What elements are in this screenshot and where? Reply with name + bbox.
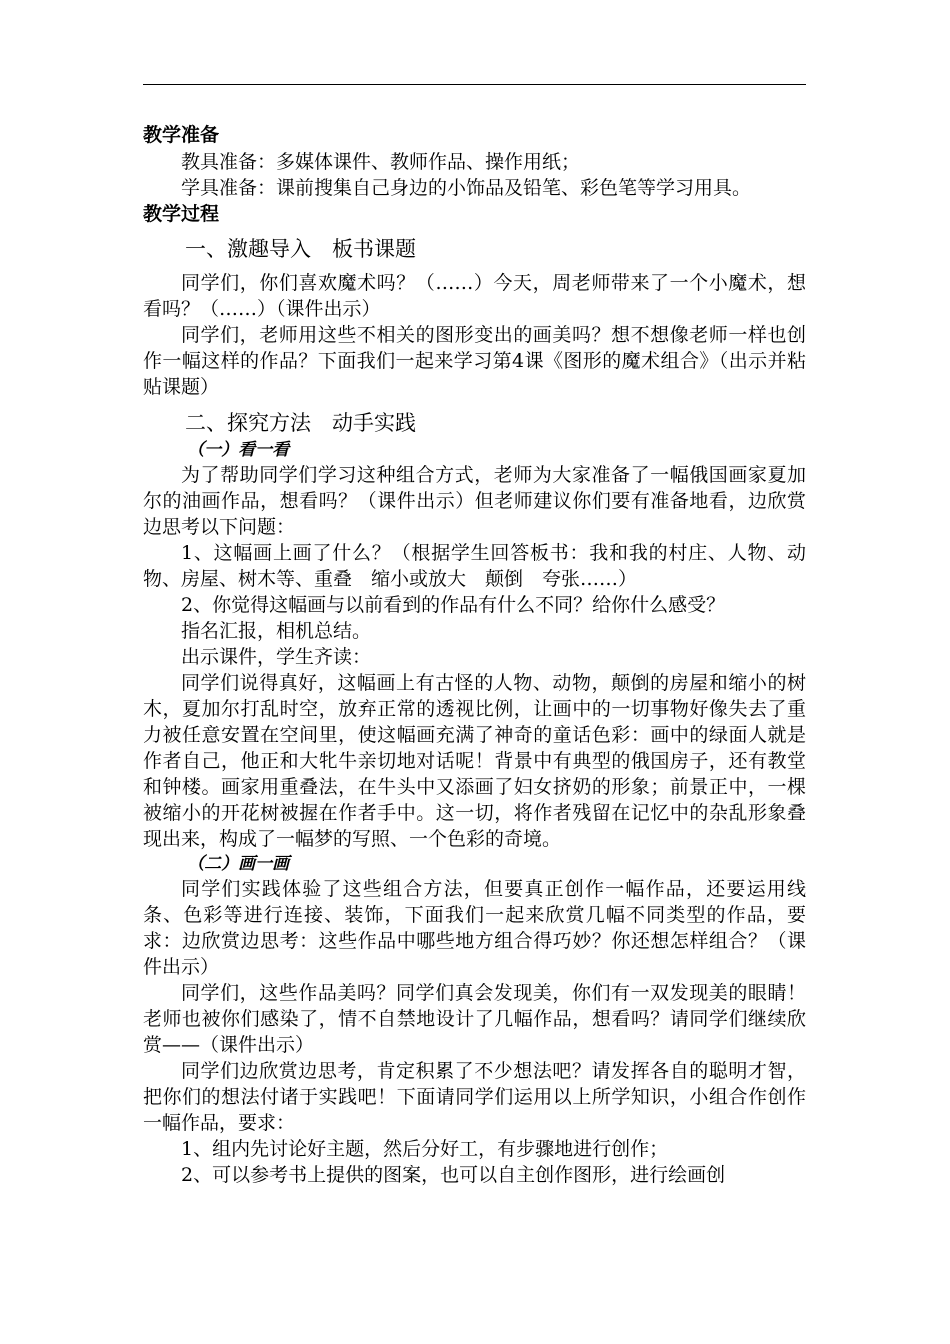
draw-heading: （二）画一画 — [187, 854, 290, 874]
header-rule — [143, 84, 806, 85]
question-item: 2、你觉得这幅画与以前看到的作品有什么不同？给你什么感受？ — [181, 594, 726, 616]
student-tools-paragraph: 学具准备：课前搜集自己身边的小饰品及铅笔、彩色笔等学习用具。 — [181, 177, 752, 199]
paragraph: 同学们，老师用这些不相关的图形变出的画美吗？想不想像老师一样也创作一幅这样的作品？下面我们一起来学习第4课《图形的魔术组合》（出示并粘贴课题） — [143, 324, 806, 398]
teacher-tools-paragraph: 教具准备：多媒体课件、教师作品、操作用纸； — [181, 151, 581, 173]
part2-heading: 二、探究方法 动手实践 — [185, 411, 416, 435]
requirement-item: 2、可以参考书上提供的图案，也可以自主创作图形，进行绘画创 — [181, 1164, 726, 1186]
process-title: 教学过程 — [143, 203, 220, 225]
document-body — [143, 122, 806, 1188]
paragraph: 同学们说得真好，这幅画上有古怪的人物、动物，颠倒的房屋和缩小的树木，夏加尔打乱时空，放弃正常的透视比例，让画中的一切事物好像失去了重力被任意安置在空间里，使这幅画充满了神奇的童话色彩：画中的绿面人就是作者自己，他正和大牝牛亲切地对话呢！背景中有典型的俄国房子，还有教堂和钟楼。画家用重叠法，在牛头中又添画了妇女挤奶的形象；前景正中，一棵被缩小的开花树被握在作者手中。这一切，将作者残留在记忆中的杂乱形象叠现出来，构成了一幅梦的写照、一个色彩的奇境。 — [143, 672, 806, 850]
paragraph: 出示课件，学生齐读： — [181, 646, 372, 668]
requirement-item: 1、组内先讨论好主题，然后分好工，有步骤地进行创作； — [181, 1138, 669, 1160]
paragraph: 同学们，这些作品美吗？同学们真会发现美，你们有一双发现美的眼睛！老师也被你们感染了，情不自禁地设计了几幅作品，想看吗？请同学们继续欣赏——（课件出示） — [143, 982, 806, 1056]
question-item: 1、这幅画上画了什么？（根据学生回答板书：我和我的村庄、人物、动物、房屋、树木等、重叠 缩小或放大 颠倒 夸张……） — [143, 542, 806, 590]
paragraph: 同学们，你们喜欢魔术吗？（……）今天，周老师带来了一个小魔术，想看吗？（……）（课件出示） — [143, 272, 806, 320]
look-heading: （一）看一看 — [187, 440, 290, 460]
preparation-title: 教学准备 — [143, 124, 220, 146]
paragraph: 同学们边欣赏边思考，肯定积累了不少想法吧？请发挥各自的聪明才智，把你们的想法付诸于实践吧！下面请同学们运用以上所学知识，小组合作创作一幅作品，要求： — [143, 1060, 806, 1134]
part1-heading: 一、激趣导入 板书课题 — [185, 237, 416, 261]
paragraph: 指名汇报，相机总结。 — [181, 620, 372, 642]
paragraph: 为了帮助同学们学习这种组合方式，老师为大家准备了一幅俄国画家夏加尔的油画作品，想看吗？（课件出示）但老师建议你们要有准备地看，边欣赏边思考以下问题： — [143, 464, 806, 538]
paragraph: 同学们实践体验了这些组合方法，但要真正创作一幅作品，还要运用线条、色彩等进行连接、装饰，下面我们一起来欣赏几幅不同类型的作品，要求：边欣赏边思考：这些作品中哪些地方组合得巧妙？你还想怎样组合？（课件出示） — [143, 878, 806, 978]
